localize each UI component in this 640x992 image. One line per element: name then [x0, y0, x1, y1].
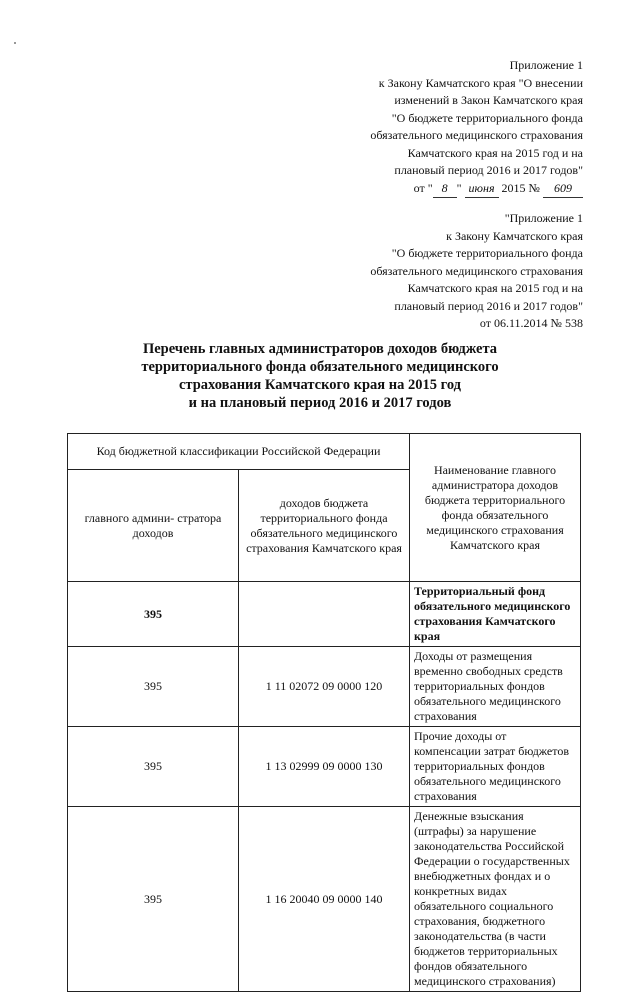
annex-line: Камчатского края на 2015 год и на — [407, 145, 583, 160]
date-prefix: от " — [413, 180, 433, 195]
annex-line: обязательного медицинского страхования — [370, 263, 583, 278]
table-row — [68, 727, 581, 807]
cell-admin: 395 — [68, 727, 239, 807]
title-line: территориального фонда обязательного медицинского — [141, 359, 499, 375]
cell-code — [239, 582, 410, 647]
annex-line: к Закону Камчатского края — [446, 228, 583, 243]
header-admin-code: главного админи- стратора доходов — [68, 470, 239, 582]
cell-code: 1 16 20040 09 0000 140 — [239, 807, 410, 992]
annex-line: к Закону Камчатского края "О внесении — [378, 75, 583, 90]
annex-header-old — [283, 210, 583, 333]
cell-admin: 395 — [68, 807, 239, 992]
table-row — [68, 807, 581, 992]
cell-admin: 395 — [68, 647, 239, 727]
cell-name: Денежные взыскания (штрафы) за нарушение законодательства Российской Федерации о государственных внебюджетных фондах и о конкретных видах обязательного социального страхования, бюджетного законодательства (в части бюджетов территориальных фондов обязательного медицинского страхования) — [410, 807, 581, 992]
table-row — [68, 647, 581, 727]
annex-header-new — [283, 57, 583, 198]
cell-name: Доходы от размещения временно свободных средств территориальных фондов обязательного медицинского страхования — [410, 647, 581, 727]
scan-artifact — [14, 42, 16, 44]
document-title — [60, 340, 580, 412]
annex-line: Камчатского края на 2015 год и на — [407, 281, 583, 295]
annex-line: от 06.11.2014 № 538 — [479, 316, 583, 330]
annex-line: Приложение 1 — [509, 58, 583, 72]
table-row — [68, 582, 581, 647]
cell-name: Территориальный фонд обязательного медицинского страхования Камчатского края — [410, 582, 581, 647]
annex-line: изменений в Закон Камчатского края — [394, 93, 583, 107]
law-number: 609 — [543, 180, 583, 199]
title-line: страхования Камчатского края на 2015 год — [178, 377, 462, 393]
annex-date-line — [283, 180, 583, 199]
cell-code: 1 13 02999 09 0000 130 — [239, 727, 410, 807]
annex-line: "О бюджете территориального фонда — [391, 246, 583, 260]
date-quote: " — [456, 180, 462, 195]
date-day: 8 — [433, 180, 457, 199]
annex-line: плановый период 2016 и 2017 годов" — [394, 163, 583, 177]
header-code-group: Код бюджетной классификации Российской Федерации — [68, 434, 410, 470]
cell-admin: 395 — [68, 582, 239, 647]
header-admin-name: Наименование главного администратора доходов бюджета территориального фонда обязательного медицинского страхования Камчатского края — [410, 434, 581, 582]
annex-line: обязательного медицинского страхования — [370, 128, 583, 142]
date-month: июня — [465, 180, 499, 199]
annex-line: плановый период 2016 и 2017 годов" — [394, 298, 583, 313]
annex-line: "О бюджете территориального фонда — [391, 110, 583, 125]
title-line: Перечень главных администраторов доходов бюджета — [142, 341, 498, 357]
date-year: 2015 № — [501, 180, 540, 195]
administrators-table — [67, 433, 581, 992]
cell-code: 1 11 02072 09 0000 120 — [239, 647, 410, 727]
header-income-code: доходов бюджета территориального фонда обязательного медицинского страхования Камчатского края — [239, 470, 410, 582]
title-line: и на плановый период 2016 и 2017 годов — [188, 395, 452, 411]
annex-line: "Приложение 1 — [504, 211, 583, 225]
cell-name: Прочие доходы от компенсации затрат бюджетов территориальных фондов обязательного медицинского страхования — [410, 727, 581, 807]
